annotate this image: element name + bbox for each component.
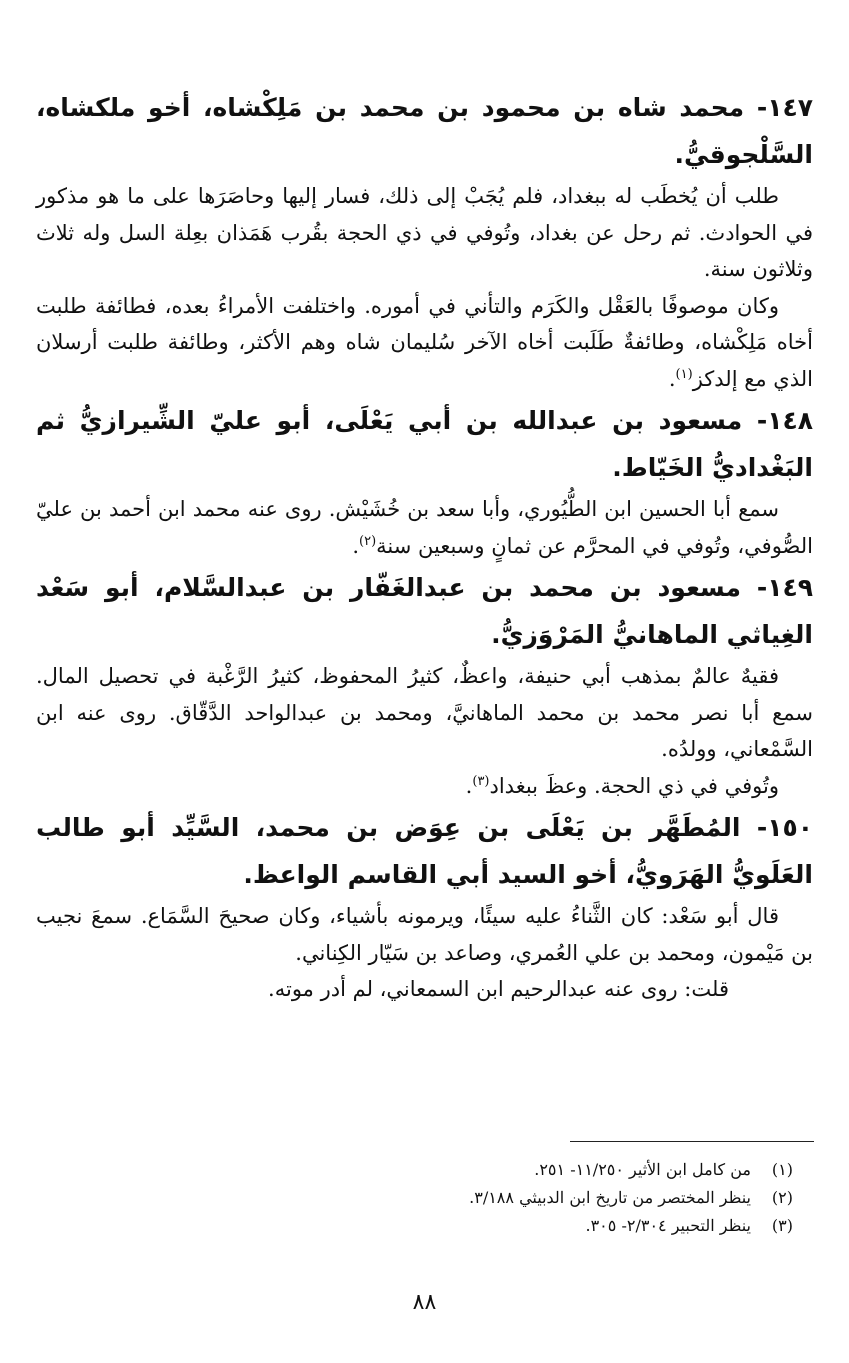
footnote-1: [60, 1156, 793, 1184]
main-text: [36, 84, 813, 1008]
footnote-ref-2[interactable]: (٢): [359, 533, 377, 549]
entry-149-paragraph-1: فقيهٌ عالمٌ بمذهب أبي حنيفة، واعظٌ، كثيرُ المحفوظ، كثيرُ الرَّغْبة في تحصيل المال. سمع أبا نصر محمد بن محمد الماهانيَّ، ومحمد بن عبدالواحد الدَّقّاق. روى عنه ابن السَّمْعاني، وولدُه.: [36, 664, 813, 761]
entry-148-paragraph-1: سمع أبا الحسين ابن الطُّيُوري، وأبا سعد بن خُشَيْش. روى عنه محمد ابن أحمد بن عليّ الصُّوفي، وتُوفي في المحرَّم عن ثمانٍ وسبعين سنة$^{(٢)}$.: [36, 497, 813, 558]
footnote-ref-3[interactable]: (٣): [472, 773, 490, 789]
footnote-2: [60, 1184, 793, 1212]
footnote-separator: [570, 1141, 814, 1142]
entry-150-paragraph-1: قال أبو سَعْد: كان الثَّناءُ عليه سيئًا، ويرمونه بأشياء، وكان صحيحَ السَّمَاع. سمعَ نجيب بن مَيْمون، ومحمد بن علي العُمري، وصاعد بن سَيّار الكِناني.: [36, 904, 813, 965]
entry-149-paragraph-2-text: وتُوفي في ذي الحجة. وعظَ ببغداد: [489, 773, 779, 798]
footnotes: [60, 1156, 793, 1240]
footnote-3: [60, 1212, 793, 1240]
entry-149-paragraph-2: وتُوفي في ذي الحجة. وعظَ ببغداد$^{(٣)}$.: [465, 773, 779, 798]
entry-147-paragraph-2: وكان موصوفًا بالعَقْل والكَرَم والتأني في أموره. واختلفت الأمراءُ بعده، فطائفة طلبت أخاه مَلِكْشاه، وطائفةٌ طَلَبت أخاه الآخر سُليمان شاه وهم الأكثر، وطائفة طلبت أرسلان الذي مع إلدكز$^{(١)}$.: [36, 293, 813, 391]
entry-149-heading: ١٤٩- مسعود بن محمد بن عبدالغَفّار بن عبدالسَّلام، أبو سَعْد الغِياثي الماهانيُّ المَرْوَزيُّ.: [36, 573, 813, 649]
footnote-ref-1[interactable]: (١): [675, 366, 693, 382]
entry-147-heading: ١٤٧- محمد شاه بن محمود بن محمد بن مَلِكْشاه، أخو ملكشاه، السَّلْجوقيُّ.: [36, 93, 813, 169]
entry-148-paragraph-1-text: سمع أبا الحسين ابن الطُّيُوري، وأبا سعد بن خُشَيْش. روى عنه محمد ابن أحمد بن عليّ الصُّوفي، وتُوفي في المحرَّم عن ثمانٍ وسبعين سنة: [36, 497, 813, 558]
page-number: ٨٨: [412, 1290, 437, 1315]
footnote-2-number: (٢): [771, 1188, 793, 1207]
footnote-1-number: (١): [771, 1160, 793, 1179]
entry-148-heading: ١٤٨- مسعود بن عبدالله بن أبي يَعْلَى، أبو عليّ الشِّيرازيُّ ثم البَغْداديُّ الخَيّاط.: [36, 406, 813, 482]
entry-147-paragraph-1: طلب أن يُخطَب له ببغداد، فلم يُجَبْ إلى ذلك، فسار إليها وحاصَرَها على ما هو مذكور في الحوادث. ثم رحل عن بغداد، وتُوفي في ذي الحجة بقُرب هَمَذان بعِلة السل وله ثلاث وثلاثون سنة.: [36, 184, 813, 281]
footnote-1-text: من كامل ابن الأثير ١١/٢٥٠- ٢٥١.: [534, 1160, 751, 1179]
entry-147-paragraph-2-text: وكان موصوفًا بالعَقْل والكَرَم والتأني في أموره. واختلفت الأمراءُ بعده، فطائفة طلبت أخاه مَلِكْشاه، وطائفةٌ طَلَبت أخاه الآخر سُليمان شاه وهم الأكثر، وطائفة طلبت أرسلان الذي مع إلدكز: [36, 293, 813, 391]
entry-150-paragraph-2: قلت: روى عنه عبدالرحيم ابن السمعاني، لم أدر موته.: [268, 977, 729, 1001]
footnote-3-text: ينظر التحبير ٢/٣٠٤- ٣٠٥.: [585, 1216, 751, 1235]
footnote-3-number: (٣): [771, 1216, 793, 1235]
entry-150-heading: ١٥٠- المُطَهَّر بن يَعْلَى بن عِوَض بن محمد، السَّيِّد أبو طالب العَلَويُّ الهَرَويُّ، أخو السيد أبي القاسم الواعظ.: [36, 813, 813, 889]
footnote-2-text: ينظر المختصر من تاريخ ابن الدبيثي ٣/١٨٨.: [469, 1188, 751, 1207]
